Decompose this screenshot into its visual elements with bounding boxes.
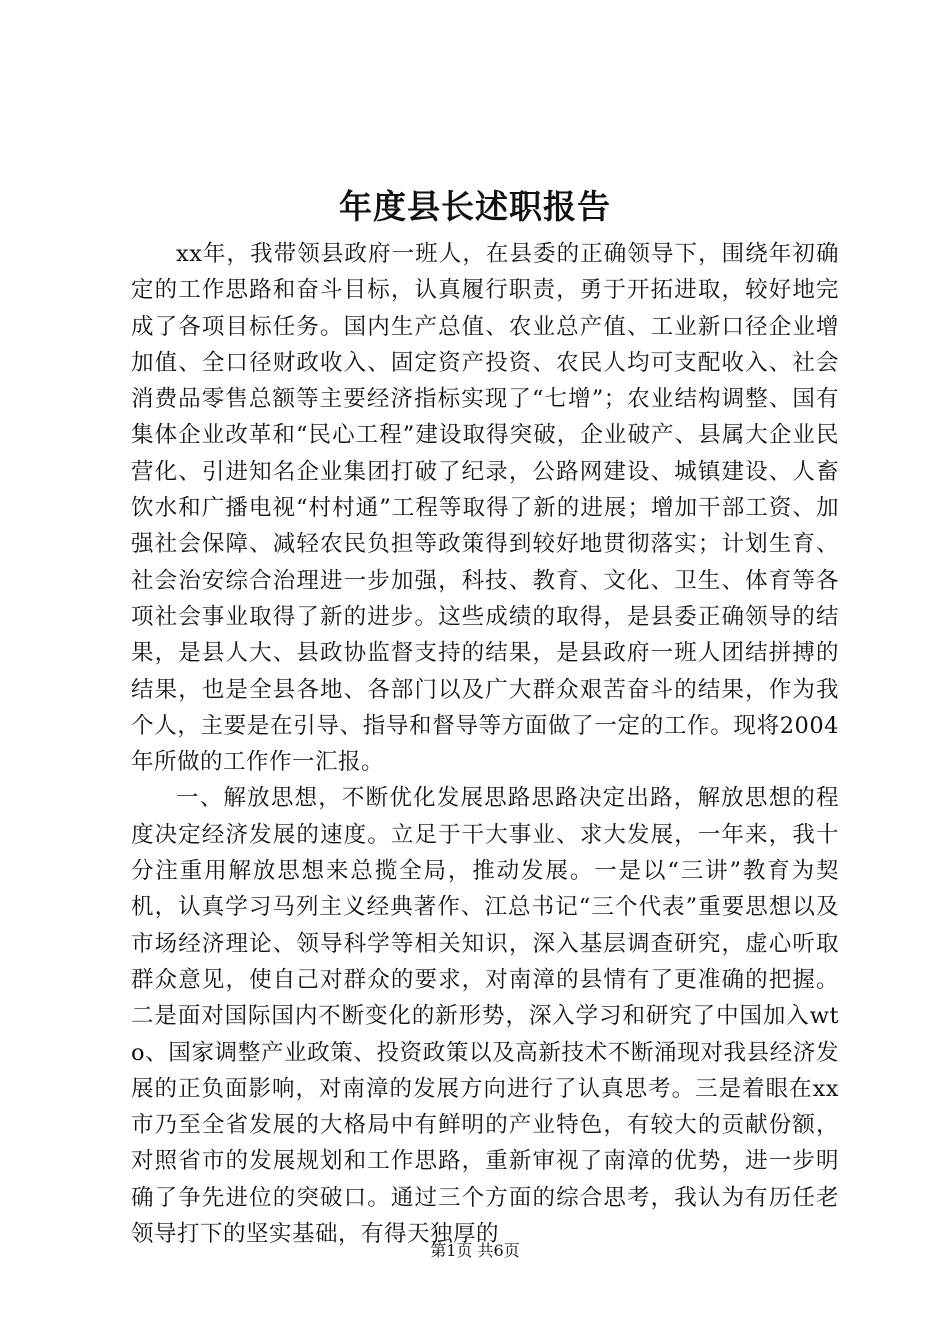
document-title: 年度县长述职报告 (339, 187, 611, 226)
document-body (131, 236, 839, 1252)
page-footer: 第1页 共6页 (430, 1241, 520, 1260)
paragraph-intro: xx年，我带领县政府一班人，在县委的正确领导下，围绕年初确定的工作思路和奋斗目标，认真履行职责，勇于开拓进取，较好地完成了各项目标任务。国内生产总值、农业总产值、工业新口径企业增加值、全口径财政收入、固定资产投资、农民人均可支配收入、社会消费品零售总额等主要经济指标实现了“七增”；农业结构调整、国有集体企业改革和“民心工程”建设取得突破，企业破产、县属大企业民营化、引进知名企业集团打破了纪录，公路网建设、城镇建设、人畜饮水和广播电视“村村通”工程等取得了新的进展；增加干部工资、加强社会保障、减轻农民负担等政策得到较好地贯彻落实；计划生育、社会治安综合治理进一步加强，科技、教育、文化、卫生、体育等各项社会事业取得了新的进步。这些成绩的取得，是县委正确领导的结果，是县人大、县政协监督支持的结果，是县政府一班人团结拼搏的结果，也是全县各地、各部门以及广大群众艰苦奋斗的结果，作为我个人，主要是在引导、指导和督导等方面做了一定的工作。现将2004年所做的工作作一汇报。 (131, 241, 839, 776)
paragraph-section-one: 一、解放思想，不断优化发展思路思路决定出路，解放思想的程度决定经济发展的速度。立足于干大事业、求大发展，一年来，我十分注重用解放思想来总揽全局，推动发展。一是以“三讲”教育为契机，认真学习马列主义经典著作、江总书记“三个代表”重要思想以及市场经济理论、领导科学等相关知识，深入基层调查研究，虚心听取群众意见，使自己对群众的要求，对南漳的县情有了更准确的把握。二是面对国际国内不断变化的新形势，深入学习和研究了中国加入wto、国家调整产业政策、投资政策以及高新技术不断涌现对我县经济发展的正负面影响，对南漳的发展方向进行了认真思考。三是着眼在xx市乃至全省发展的大格局中有鲜明的产业特色，有较大的贡献份额，对照省市的发展规划和工作思路，重新审视了南漳的优势，进一步明确了争先进位的突破口。通过三个方面的综合思考，我认为有历任老领导打下的坚实基础，有得天独厚的 (131, 785, 839, 1248)
